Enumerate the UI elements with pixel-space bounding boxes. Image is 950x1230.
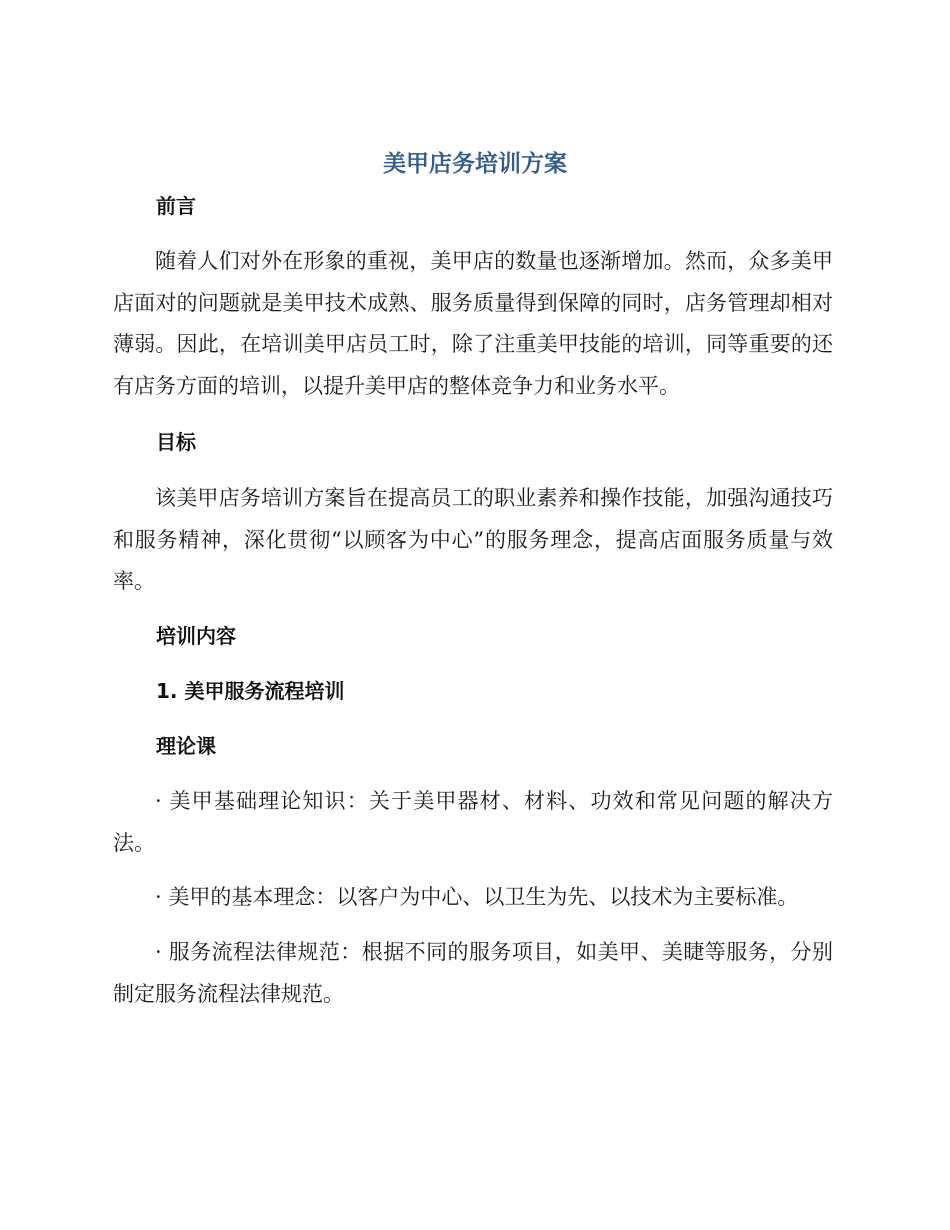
document-title: 美甲店务培训方案 xyxy=(383,151,567,177)
preface-heading: 前言 xyxy=(156,194,196,218)
bullet-item: · 服务流程法律规范：根据不同的服务项目，如美甲、美睫等服务，分别制定服务流程法律规范。 xyxy=(113,940,833,1006)
bullet-item: · 美甲的基本理念：以客户为中心、以卫生为先、以技术为主要标准。 xyxy=(155,885,799,909)
theory-course-heading: 理论课 xyxy=(156,734,216,758)
goal-heading: 目标 xyxy=(156,430,196,454)
bullet-item: · 美甲基础理论知识：关于美甲器材、材料、功效和常见问题的解决方法。 xyxy=(113,789,833,855)
goal-paragraph: 该美甲店务培训方案旨在提高员工的职业素养和操作技能，加强沟通技巧和服务精神，深化贯彻“以顾客为中心”的服务理念，提高店面服务质量与效率。 xyxy=(113,486,833,593)
preface-paragraph: 随着人们对外在形象的重视，美甲店的数量也逐渐增加。然而，众多美甲店面对的问题就是美甲技术成熟、服务质量得到保障的同时，店务管理却相对薄弱。因此，在培训美甲店员工时，除了注重美甲技能的培训，同等重要的还有店务方面的培训，以提升美甲店的整体竞争力和业务水平。 xyxy=(113,249,833,398)
service-process-subheading: 1. 美甲服务流程培训 xyxy=(156,679,345,703)
training-content-heading: 培训内容 xyxy=(156,624,236,648)
